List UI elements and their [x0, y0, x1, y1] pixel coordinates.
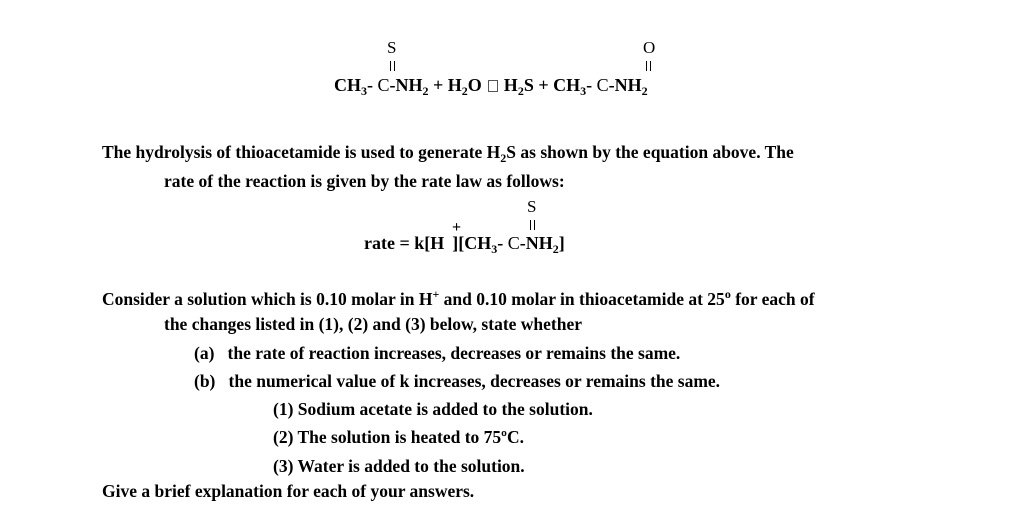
question-line-1: Consider a solution which is 0.10 molar in H+ and 0.10 molar in thioacetamide at 25$^o$ for each of	[102, 287, 815, 309]
rate-law-line: rate = k[H ][$CH_3-$ $C-NH_2$]	[364, 233, 565, 256]
part-a-text: the rate of reaction increases, decreases or remains the same.	[227, 343, 681, 363]
rate-sulfur-atom-label: S	[527, 197, 537, 216]
part-a-label: (a)	[194, 343, 215, 363]
part-b-text: the numerical value of k increases, decreases or remains the same.	[228, 371, 721, 391]
part-b	[194, 371, 720, 392]
equation-line: $CH_3-$ $C-NH_2 + H_2O$ $H_2S + CH_3-$ $C-NH_2$	[334, 75, 648, 98]
rate-carbon: C	[507, 233, 520, 253]
double-bond-s	[390, 61, 395, 71]
intro-line-1: The hydrolysis of thioacetamide is used to generate $H_2S$ as shown by the equation above. The	[102, 142, 794, 165]
rate-double-bond-s	[530, 220, 535, 230]
sulfur-atom-label: S	[387, 38, 397, 57]
reactant-carbon: C	[377, 75, 390, 95]
double-bond-o	[646, 61, 651, 71]
reaction-arrow-placeholder-icon	[488, 80, 498, 92]
closing-instruction: Give a brief explanation for each of your answers.	[102, 481, 475, 501]
change-3: (3) Water is added to the solution.	[273, 456, 525, 476]
reactant-methyl: CH	[334, 75, 361, 95]
intro-line-2: rate of the reaction is given by the rate law as follows:	[164, 171, 565, 191]
question-line-2: the changes listed in (1), (2) and (3) below, state whether	[164, 314, 583, 334]
part-a	[194, 343, 680, 364]
change-1: (1) Sodium acetate is added to the solution.	[273, 399, 593, 419]
product-carbon: C	[596, 75, 609, 95]
oxygen-atom-label: O	[643, 38, 656, 57]
hydrogen-charge-plus: +	[452, 219, 462, 236]
change-2: (2) The solution is heated to 75ºC.	[273, 427, 524, 447]
part-b-label: (b)	[194, 371, 216, 391]
